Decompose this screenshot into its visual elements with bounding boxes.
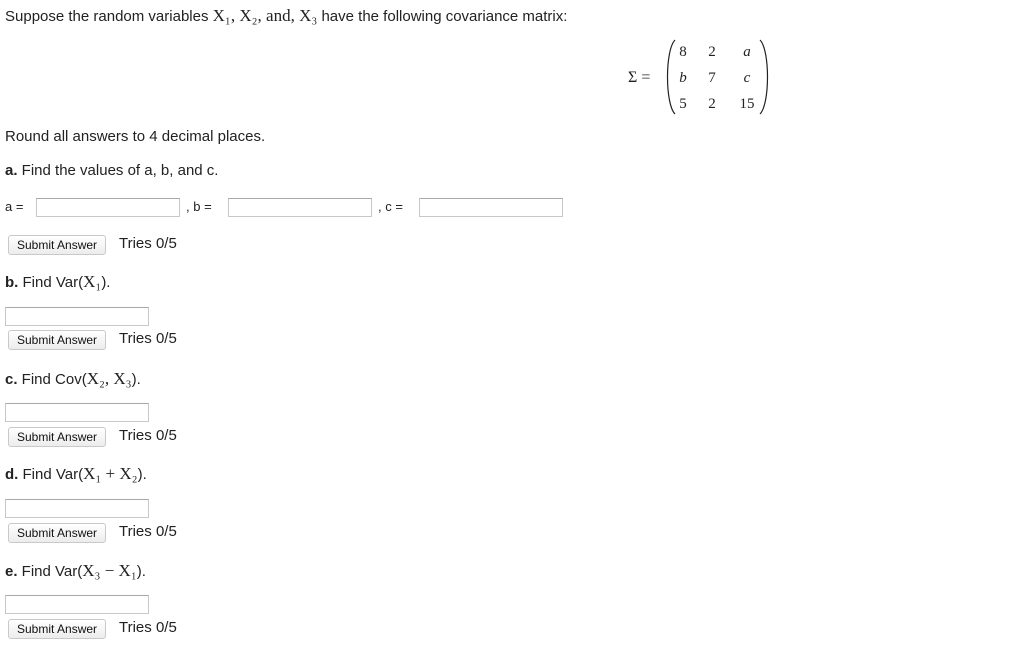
part-b-text-suffix: ). <box>101 274 111 291</box>
tries-counter-d: Tries 0/5 <box>119 523 177 540</box>
part-d-letter: d. <box>5 466 19 483</box>
part-b-math: X₁ <box>83 272 102 291</box>
matrix-cell: 5 <box>679 96 687 112</box>
part-b-letter: b. <box>5 274 19 291</box>
matrix-cell: 2 <box>708 96 716 112</box>
matrix-symbol: Σ = <box>628 69 651 86</box>
submit-answer-button-e[interactable]: Submit Answer <box>8 619 106 639</box>
answer-c-part-input[interactable] <box>5 403 149 422</box>
tries-counter-b: Tries 0/5 <box>119 330 177 347</box>
part-d-text-prefix: Find Var( <box>18 466 84 483</box>
part-d-text-suffix: ). <box>137 466 147 483</box>
tries-counter-a: Tries 0/5 <box>119 235 177 252</box>
covariance-matrix <box>620 36 780 122</box>
part-a-letter: a. <box>5 162 18 179</box>
question-intro <box>5 6 567 26</box>
tries-counter-c: Tries 0/5 <box>119 427 177 444</box>
part-d-prompt <box>5 464 147 484</box>
part-c-math: X₂, X₃ <box>86 369 132 388</box>
matrix-cell: 8 <box>679 44 687 60</box>
label-a: a = <box>5 199 24 214</box>
part-e-text-prefix: Find Var( <box>17 563 83 580</box>
matrix-cell: a <box>743 44 751 60</box>
part-b-prompt <box>5 272 110 292</box>
matrix-cell: 7 <box>708 70 716 86</box>
part-c-prompt <box>5 369 141 389</box>
intro-variables: X₁, X₂, and, X₃ <box>212 6 318 25</box>
matrix-figure <box>620 36 780 118</box>
part-c-text-prefix: Find Cov( <box>17 371 87 388</box>
part-a-prompt <box>5 162 218 179</box>
matrix-cell: 2 <box>708 44 716 60</box>
intro-suffix: have the following covariance matrix: <box>317 8 568 25</box>
matrix-cell: c <box>743 70 751 86</box>
part-e-prompt <box>5 561 146 581</box>
part-c-letter: c. <box>5 371 18 388</box>
left-paren <box>668 40 676 114</box>
answer-c-input[interactable] <box>419 198 563 217</box>
answer-b-input[interactable] <box>228 198 372 217</box>
matrix-cell: 15 <box>739 96 755 112</box>
part-b-text-prefix: Find Var( <box>18 274 84 291</box>
rounding-instruction: Round all answers to 4 decimal places. <box>5 128 266 145</box>
matrix-cell: b <box>679 70 687 86</box>
part-e-math: X₃ − X₁ <box>82 561 137 580</box>
submit-answer-button-a[interactable]: Submit Answer <box>8 235 106 255</box>
part-e-text-suffix: ). <box>136 563 146 580</box>
label-c: , c = <box>378 199 403 214</box>
answer-e-part-input[interactable] <box>5 595 149 614</box>
part-a-text: Find the values of a, b, and c. <box>17 162 219 179</box>
submit-answer-button-b[interactable]: Submit Answer <box>8 330 106 350</box>
submit-answer-button-c[interactable]: Submit Answer <box>8 427 106 447</box>
submit-answer-button-d[interactable]: Submit Answer <box>8 523 106 543</box>
part-d-math: X₁ + X₂ <box>83 464 138 483</box>
part-c-text-suffix: ). <box>131 371 141 388</box>
part-e-letter: e. <box>5 563 18 580</box>
right-paren <box>760 40 768 114</box>
answer-d-part-input[interactable] <box>5 499 149 518</box>
tries-counter-e: Tries 0/5 <box>119 619 177 636</box>
label-b: , b = <box>186 199 212 214</box>
intro-prefix: Suppose the random variables <box>5 8 213 25</box>
answer-b-part-input[interactable] <box>5 307 149 326</box>
answer-a-input[interactable] <box>36 198 180 217</box>
